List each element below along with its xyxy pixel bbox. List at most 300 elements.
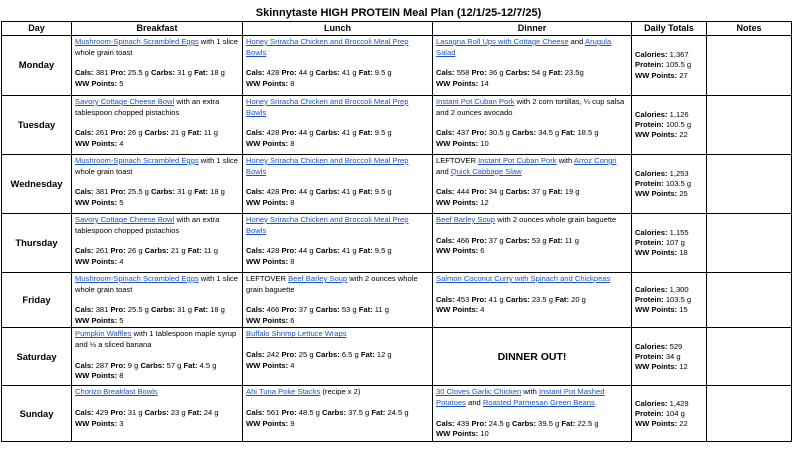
notes-cell[interactable] (707, 96, 792, 155)
macro-label: Fat: (187, 246, 202, 256)
macro-value: 39.5 g (536, 418, 562, 428)
ww-points-line (436, 429, 628, 440)
calories-total (635, 228, 703, 238)
recipe-link[interactable]: 30 Cloves Garlic Chicken (436, 387, 522, 397)
breakfast-cell (72, 386, 243, 442)
daily-totals-cell (632, 155, 707, 214)
macro-value: 53 g (529, 235, 549, 245)
header-breakfast: Breakfast (72, 22, 243, 36)
recipe-link[interactable]: Arroz Congri (573, 156, 617, 165)
calories-total-label: Calories: (635, 168, 668, 178)
meal-joiner: with (521, 387, 539, 397)
macro-value: 21 g (168, 128, 188, 138)
protein-total (635, 295, 703, 305)
recipe-link[interactable]: Mushroom-Spinach Scrambled Eggs (75, 156, 199, 165)
macro-value: 466 (264, 305, 282, 315)
macro-label: Pro: (281, 305, 297, 315)
macro-label: Pro: (281, 187, 297, 197)
ww-points-value: 8 (117, 371, 124, 381)
recipe-link[interactable]: Instant Pot Cuban Pork (436, 97, 515, 106)
ww-points-value: 4 (288, 360, 295, 370)
recipe-link[interactable]: Honey Sriracha Chicken and Broccoli Meal Prep Bowls (246, 97, 409, 117)
macro-label: Pro: (471, 187, 487, 197)
macro-value: 428 (264, 187, 282, 197)
meal-prefix: LEFTOVER (246, 274, 289, 283)
ww-points-total-value: 22 (677, 418, 688, 428)
calories-total-value: 1,367 (667, 50, 689, 60)
protein-total-label: Protein: (635, 295, 664, 305)
macro-value: 18 g (207, 187, 225, 197)
macro-value: 57 g (164, 360, 184, 370)
macro-label: Cals: (436, 128, 455, 138)
macro-line (436, 68, 628, 79)
recipe-link[interactable]: Instant Pot Cuban Pork (478, 156, 557, 165)
macro-line (246, 68, 429, 79)
macro-value: 21 g (168, 246, 188, 256)
recipe-link[interactable]: Buffalo Shrimp Lettuce Wraps (246, 329, 347, 339)
macro-value: 6.5 g (339, 349, 361, 359)
ww-points-line (436, 246, 628, 257)
macro-label: Pro: (281, 407, 297, 417)
dinner-cell (433, 155, 632, 214)
macro-label: Pro: (110, 360, 126, 370)
meal-extra: (recipe x 2) (320, 387, 361, 397)
protein-total-value: 103.5 g (663, 295, 692, 305)
ww-points-label: WW Points: (246, 138, 289, 148)
day-label: Sunday (2, 386, 72, 442)
macro-label: Cals: (246, 407, 265, 417)
recipe-link[interactable]: Savory Cottage Cheese Bowl (75, 97, 175, 106)
lunch-cell (243, 155, 433, 214)
meal-extra: with 2 ounces whole grain baguette (246, 274, 418, 294)
calories-total (635, 285, 703, 295)
recipe-link[interactable]: Arugula Salad (436, 37, 612, 57)
ww-points-line (75, 371, 239, 382)
macro-line (436, 419, 628, 430)
macro-value: 31 g (175, 305, 195, 315)
macro-line (246, 350, 429, 361)
notes-cell[interactable] (707, 273, 792, 328)
macro-label: Fat: (548, 235, 563, 245)
macro-value: 9 g (125, 360, 141, 370)
macro-value: 18.5 g (575, 128, 599, 138)
ww-points-label: WW Points: (246, 256, 289, 266)
macro-label: Fat: (555, 294, 569, 304)
macro-value: 41 g (339, 187, 359, 197)
recipe-link[interactable]: Beef Barley Soup (288, 274, 348, 283)
macro-value: 48.5 g (296, 407, 322, 417)
macro-value: 31 g (175, 187, 195, 197)
ww-points-label: WW Points: (436, 138, 479, 148)
macro-label: Cals: (436, 235, 455, 245)
day-label: Thursday (2, 214, 72, 273)
macro-label: Cals: (75, 128, 94, 138)
recipe-link[interactable]: Mushroom-Spinach Scrambled Eggs (75, 37, 199, 46)
ww-points-label: WW Points: (246, 315, 289, 325)
meal-description (436, 215, 628, 226)
macro-value: 4.5 g (197, 360, 217, 370)
macro-value: 23.5g (562, 68, 584, 78)
macro-line (75, 361, 239, 372)
recipe-link[interactable]: Roasted Parmesan Green Beans (482, 397, 595, 407)
macro-label: Pro: (110, 407, 126, 417)
header-lunch: Lunch (243, 22, 433, 36)
macro-value: 23 g (168, 407, 188, 417)
notes-cell[interactable] (707, 36, 792, 96)
protein-total (635, 120, 703, 130)
macro-label: Pro: (110, 128, 126, 138)
day-label: Monday (2, 36, 72, 96)
header-day: Day (2, 22, 72, 36)
lunch-cell (243, 96, 433, 155)
macro-value: 25.5 g (125, 187, 151, 197)
macro-value: 428 (264, 128, 282, 138)
macro-value: 44 g (296, 187, 316, 197)
macro-label: Carbs: (315, 128, 340, 138)
macro-label: Cals: (246, 349, 265, 359)
meal-extra: with 1 slice whole grain toast (75, 274, 238, 294)
daily-totals-cell (632, 36, 707, 96)
protein-total-value: 103.5 g (663, 178, 692, 188)
macro-value: 24 g (201, 407, 219, 417)
day-label: Wednesday (2, 155, 72, 214)
notes-cell[interactable] (707, 328, 792, 386)
ww-points-value: 8 (288, 256, 295, 266)
recipe-link[interactable]: Honey Sriracha Chicken and Broccoli Meal Prep Bowls (246, 215, 409, 235)
ww-points-line (75, 79, 239, 90)
dinner-cell (433, 273, 632, 328)
macro-value: 22.5 g (575, 418, 599, 428)
macro-value: 381 (93, 187, 111, 197)
ww-points-label: WW Points: (75, 138, 118, 148)
calories-total (635, 110, 703, 120)
macro-label: Pro: (110, 305, 126, 315)
day-row (2, 96, 792, 155)
macro-label: Cals: (436, 294, 455, 304)
meal-extra: with 1 slice whole grain toast (75, 156, 238, 176)
macro-label: Fat: (561, 418, 576, 428)
recipe-link[interactable]: Instant Pot Mashed Potatoes (436, 387, 605, 407)
macro-label: Carbs: (315, 68, 340, 78)
recipe-link[interactable]: Ahi Tuna Poke Stacks (246, 387, 321, 397)
macro-label: Carbs: (512, 418, 537, 428)
day-label: Tuesday (2, 96, 72, 155)
macro-label: Carbs: (322, 407, 347, 417)
ww-points-total (635, 130, 703, 140)
calories-total-label: Calories: (635, 398, 668, 408)
day-row (2, 386, 792, 442)
meal-description (436, 387, 628, 408)
ww-points-line (246, 361, 429, 372)
macro-value: 24.5 g (486, 418, 512, 428)
macro-value: 11 g (562, 235, 579, 245)
protein-total-value: 107 g (663, 237, 685, 247)
macro-value: 25 g (296, 349, 316, 359)
ww-points-value: 14 (478, 78, 489, 88)
ww-points-total-label: WW Points: (635, 305, 678, 315)
ww-points-value: 6 (288, 315, 295, 325)
notes-cell[interactable] (707, 155, 792, 214)
macro-label: Fat: (358, 128, 373, 138)
ww-points-value: 5 (117, 78, 124, 88)
meal-description (246, 97, 429, 118)
macro-value: 37 g (486, 235, 506, 245)
meal-joiner: and (568, 37, 586, 46)
macro-value: 24.5 g (385, 407, 409, 417)
macro-value: 26 g (125, 128, 145, 138)
macro-line (246, 187, 429, 198)
notes-cell[interactable] (707, 214, 792, 273)
recipe-link[interactable]: Chorizo Breakfast Bowls (75, 387, 158, 397)
notes-cell[interactable] (707, 386, 792, 442)
meal-description (75, 37, 239, 58)
macro-label: Carbs: (315, 246, 340, 256)
macro-value: 36 g (486, 68, 506, 78)
macro-value: 53 g (339, 305, 359, 315)
meal-extra: with an extra tablespoon chopped pistachios (75, 215, 220, 235)
macro-label: Carbs: (505, 68, 530, 78)
ww-points-total (635, 362, 703, 372)
macro-label: Carbs: (144, 407, 169, 417)
macro-line (436, 128, 628, 139)
breakfast-cell (72, 328, 243, 386)
macro-label: Fat: (358, 68, 373, 78)
macro-label: Fat: (371, 407, 386, 417)
calories-total (635, 50, 703, 60)
meal-description (436, 37, 628, 58)
protein-total-label: Protein: (635, 237, 664, 247)
macro-label: Pro: (471, 128, 487, 138)
macro-line (75, 246, 239, 257)
daily-totals-cell (632, 328, 707, 386)
ww-points-line (75, 419, 239, 430)
macro-label: Fat: (187, 407, 202, 417)
macro-label: Carbs: (315, 349, 340, 359)
meal-description (436, 274, 628, 285)
ww-points-total-value: 12 (677, 361, 688, 371)
ww-points-value: 10 (478, 138, 489, 148)
meal-description (246, 156, 429, 177)
macro-label: Cals: (246, 68, 265, 78)
macro-label: Pro: (281, 246, 297, 256)
recipe-link[interactable]: Beef Barley Soup (436, 215, 496, 224)
ww-points-value: 4 (117, 256, 124, 266)
ww-points-total (635, 248, 703, 258)
ww-points-total-value: 18 (677, 248, 688, 258)
ww-points-line (436, 79, 628, 90)
macro-value: 37 g (296, 305, 316, 315)
macro-label: Pro: (471, 235, 487, 245)
ww-points-label: WW Points: (246, 418, 289, 428)
calories-total (635, 169, 703, 179)
recipe-link[interactable]: Salmon Coconut Curry with Spinach and Chickpeas (436, 274, 611, 283)
dinner-cell (433, 96, 632, 155)
meal-description (75, 156, 239, 177)
macro-label: Cals: (75, 360, 94, 370)
ww-points-total (635, 305, 703, 315)
macro-label: Carbs: (151, 187, 176, 197)
macro-line (246, 246, 429, 257)
macro-label: Fat: (548, 68, 563, 78)
recipe-link[interactable]: Pumpkin Waffles (75, 329, 132, 339)
ww-points-line (246, 139, 429, 150)
dinner-cell (433, 328, 632, 386)
meal-description (75, 274, 239, 295)
calories-total-value: 1,253 (667, 168, 689, 178)
macro-value: 23.5 g (529, 294, 556, 304)
ww-points-label: WW Points: (436, 197, 479, 207)
meal-extra: with 2 ounces whole grain baguette (495, 215, 617, 224)
macro-label: Pro: (471, 68, 487, 78)
recipe-link[interactable]: Lasagna Roll Ups with Cottage Cheese (436, 37, 569, 46)
lunch-cell (243, 273, 433, 328)
macro-value: 9.5 g (372, 187, 392, 197)
macro-value: 428 (264, 246, 282, 256)
meal-prefix: LEFTOVER (436, 156, 479, 165)
recipe-link[interactable]: Savory Cottage Cheese Bowl (75, 215, 175, 224)
day-row (2, 328, 792, 386)
ww-points-total-label: WW Points: (635, 361, 678, 371)
calories-total-label: Calories: (635, 227, 668, 237)
ww-points-label: WW Points: (246, 78, 289, 88)
macro-value: 37 g (529, 187, 549, 197)
macro-value: 11 g (201, 128, 218, 138)
macro-label: Cals: (436, 418, 455, 428)
macro-label: Carbs: (140, 360, 165, 370)
day-row (2, 214, 792, 273)
recipe-link[interactable]: Quick Cabbage Slaw (450, 166, 522, 176)
macro-value: 381 (93, 68, 111, 78)
macro-label: Cals: (75, 305, 94, 315)
meal-description (75, 387, 239, 398)
dinner-cell (433, 214, 632, 273)
macro-value: 26 g (125, 246, 145, 256)
day-label: Saturday (2, 328, 72, 386)
macro-label: Cals: (75, 68, 94, 78)
ww-points-line (75, 198, 239, 209)
daily-totals-cell (632, 386, 707, 442)
protein-total-label: Protein: (635, 351, 664, 361)
meal-description (246, 329, 429, 340)
ww-points-line (246, 79, 429, 90)
protein-total (635, 352, 703, 362)
macro-value: 19 g (562, 187, 580, 197)
calories-total-value: 1,300 (667, 284, 689, 294)
macro-line (246, 305, 429, 316)
macro-value: 261 (93, 246, 111, 256)
macro-value: 18 g (207, 68, 225, 78)
macro-value: 31 g (175, 68, 195, 78)
macro-value: 41 g (339, 68, 359, 78)
ww-points-label: WW Points: (75, 197, 118, 207)
ww-points-label: WW Points: (436, 305, 479, 315)
daily-totals-cell (632, 96, 707, 155)
macro-label: Fat: (360, 349, 375, 359)
protein-total-label: Protein: (635, 60, 664, 70)
ww-points-value: 8 (288, 138, 295, 148)
macro-label: Cals: (246, 187, 265, 197)
macro-value: 9.5 g (372, 68, 392, 78)
breakfast-cell (72, 36, 243, 96)
macro-value: 558 (454, 68, 472, 78)
macro-label: Carbs: (505, 187, 530, 197)
macro-value: 428 (264, 68, 282, 78)
ww-points-total-value: 15 (677, 305, 688, 315)
meal-description (75, 329, 239, 350)
macro-value: 30.5 g (486, 128, 512, 138)
ww-points-total (635, 71, 703, 81)
macro-label: Pro: (281, 128, 297, 138)
ww-points-total-value: 25 (677, 189, 688, 199)
recipe-link[interactable]: Honey Sriracha Chicken and Broccoli Meal Prep Bowls (246, 37, 409, 57)
macro-value: 41 g (339, 128, 359, 138)
macro-line (436, 187, 628, 198)
protein-total-label: Protein: (635, 408, 664, 418)
macro-label: Cals: (246, 246, 265, 256)
ww-points-total-label: WW Points: (635, 189, 678, 199)
macro-value: 453 (454, 294, 472, 304)
macro-label: Fat: (358, 187, 373, 197)
header-daily-totals: Daily Totals (632, 22, 707, 36)
ww-points-label: WW Points: (436, 246, 479, 256)
header-notes: Notes (707, 22, 792, 36)
calories-total-value: 529 (667, 341, 683, 351)
recipe-link[interactable]: Honey Sriracha Chicken and Broccoli Meal Prep Bowls (246, 156, 409, 176)
meal-description (246, 274, 429, 295)
meal-extra: with 1 slice whole grain toast (75, 37, 238, 57)
day-row (2, 273, 792, 328)
macro-value: 439 (454, 418, 472, 428)
day-label: Friday (2, 273, 72, 328)
ww-points-label: WW Points: (75, 418, 118, 428)
ww-points-line (246, 198, 429, 209)
breakfast-cell (72, 214, 243, 273)
macro-line (246, 408, 429, 419)
protein-total (635, 179, 703, 189)
macro-value: 9.5 g (372, 128, 392, 138)
calories-total-label: Calories: (635, 284, 668, 294)
ww-points-total-label: WW Points: (635, 248, 678, 258)
ww-points-value: 8 (288, 197, 295, 207)
ww-points-value: 5 (117, 197, 124, 207)
ww-points-value: 9 (288, 418, 295, 428)
calories-total-value: 1,429 (667, 398, 689, 408)
meal-extra: with 2 corn tortillas, ¼ cup salsa and 2 ounces avocado (436, 97, 625, 117)
calories-total-value: 1,155 (667, 227, 689, 237)
recipe-link[interactable]: Mushroom-Spinach Scrambled Eggs (75, 274, 199, 283)
calories-total (635, 342, 703, 352)
ww-points-label: WW Points: (436, 429, 479, 439)
ww-points-line (75, 139, 239, 150)
meal-description (246, 387, 429, 398)
macro-value: 429 (93, 407, 111, 417)
ww-points-label: WW Points: (246, 197, 289, 207)
lunch-cell (243, 214, 433, 273)
macro-label: Cals: (436, 68, 455, 78)
macro-value: 25.5 g (125, 305, 151, 315)
macro-value: 466 (454, 235, 472, 245)
breakfast-cell (72, 96, 243, 155)
lunch-cell (243, 386, 433, 442)
macro-line (246, 128, 429, 139)
macro-label: Carbs: (505, 294, 530, 304)
macro-value: 41 g (486, 294, 506, 304)
macro-label: Pro: (471, 418, 487, 428)
calories-total (635, 399, 703, 409)
macro-value: 34 g (486, 187, 506, 197)
macro-label: Cals: (75, 407, 94, 417)
macro-label: Fat: (183, 360, 198, 370)
